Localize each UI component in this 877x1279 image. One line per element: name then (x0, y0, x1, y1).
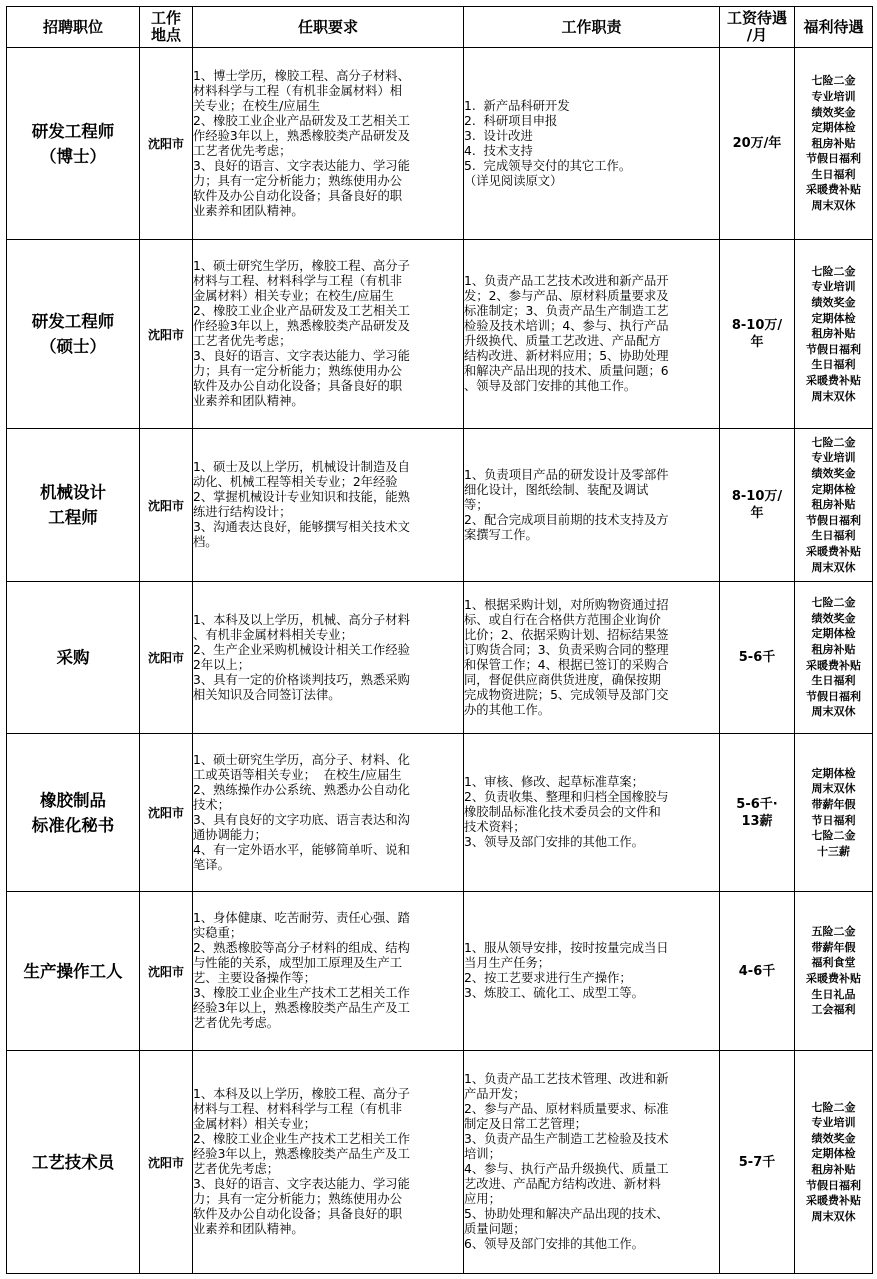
requirement-line: 软件及办公自动化设备；具备良好的职 (193, 1207, 403, 1221)
requirement-line: 软件及办公自动化设备；具备良好的职 (193, 379, 403, 393)
requirement-line: 艺、主要设备操作等； (193, 971, 316, 985)
requirement-line: 、有机非金属材料相关专业； (193, 627, 353, 642)
requirement-line: 2、橡胶工业企业产品研发及工艺相关工 (193, 304, 410, 318)
requirement-line: 实稳重； (193, 926, 243, 940)
requirement-line: 3、橡胶工业企业生产技术工艺相关工作 (193, 986, 410, 1000)
position-cell: 采购 (7, 582, 140, 734)
requirements-cell (193, 582, 464, 734)
benefit-item: 福利食堂 (811, 956, 856, 970)
requirement-line: 材料与工程、材料科学与工程（有机非 (193, 1102, 403, 1116)
duty-line: 6、领导及部门安排的其他工作。 (464, 1237, 644, 1251)
duty-line: 和解决产品出现的技术、质量问题；6 (464, 364, 669, 378)
requirement-line: 材料科学与工程（有机非金属材料）相 (193, 83, 403, 98)
duty-line: 5. 完成领导交付的其它工作。 (464, 158, 632, 173)
benefit-item: 周末双休 (811, 560, 856, 574)
benefit-item: 采暖费补贴 (806, 1194, 861, 1208)
salary-cell: 5-7千 (720, 1051, 795, 1274)
salary-cell: 5-6千· 13薪 (720, 734, 795, 892)
duty-line: 4. 技术支持 (464, 143, 533, 158)
requirement-line: 工艺者优先考虑； (193, 334, 292, 348)
benefit-item: 节日福利 (811, 813, 856, 827)
benefit-item: 绩效奖金 (811, 296, 856, 310)
requirement-line: 经验3年以上，熟悉橡胶类产品生产及工 (193, 1147, 410, 1161)
duties-cell (464, 240, 720, 429)
job-row (7, 429, 873, 582)
duties-cell (464, 734, 720, 892)
benefit-item: 周末双休 (811, 389, 856, 403)
job-row (7, 582, 873, 734)
duty-line: 制定及日常工艺管理； (464, 1117, 587, 1131)
requirement-line: 业素养和团队精神。 (193, 1222, 304, 1236)
benefit-item: 生日福利 (811, 674, 856, 688)
requirement-line: 2、橡胶工业企业生产技术工艺相关工作 (193, 1132, 410, 1146)
job-row (7, 734, 873, 892)
benefit-item: 七险二金 (811, 1100, 856, 1114)
duty-line: 结构改进、新材料应用；5、协助处理 (464, 349, 669, 363)
requirement-line: 业素养和团队精神。 (193, 394, 304, 408)
requirement-line: 艺者优先考虑； (193, 1162, 280, 1176)
duty-line: 1、负责产品工艺技术管理、改进和新 (464, 1072, 669, 1086)
benefits-cell (795, 48, 873, 240)
requirement-line: 经验3年以上，熟悉橡胶类产品生产及工 (193, 1001, 410, 1015)
duty-line: 标、或自行在合格供方范围企业询价 (464, 612, 661, 627)
duty-line: 标准制定；3、负责产品生产制造工艺 (464, 304, 669, 318)
benefit-item: 租房补贴 (811, 498, 856, 512)
requirement-line: 艺者优先考虑。 (193, 1016, 280, 1030)
duty-line: 等； (464, 497, 489, 512)
requirement-line: 2、生产企业采购机械设计相关工作经验 (193, 642, 410, 657)
salary-cell: 8-10万/ 年 (720, 240, 795, 429)
position-cell: 研发工程师 （博士） (7, 48, 140, 240)
duty-line: 4、参与、执行产品升级换代、质量工 (464, 1162, 669, 1176)
duty-line: 案撰写工作。 (464, 527, 538, 542)
duty-line: 3、领导及部门安排的其他工作。 (464, 835, 644, 849)
duties-cell (464, 582, 720, 734)
duty-line: 2、参与产品、原材料质量要求、标准 (464, 1102, 669, 1116)
benefit-item: 带薪年假 (811, 940, 856, 954)
requirement-line: 3、良好的语言、文字表达能力、学习能 (193, 158, 410, 173)
location-cell: 沈阳市 (140, 429, 193, 582)
requirement-line: 1、本科及以上学历，机械、高分子材料 (193, 612, 410, 627)
benefit-item: 节假日福利 (806, 1178, 861, 1192)
benefit-item: 七险二金 (811, 596, 856, 610)
header-benefits: 福利待遇 (795, 7, 873, 48)
requirement-line: 3、良好的语言、文字表达能力、学习能 (193, 1177, 410, 1191)
requirement-line: 档。 (193, 535, 218, 549)
job-row (7, 240, 873, 429)
requirement-line: 1、博士学历，橡胶工程、高分子材料、 (193, 68, 410, 83)
location-cell: 沈阳市 (140, 734, 193, 892)
location-cell: 沈阳市 (140, 48, 193, 240)
requirement-line: 2、熟悉橡胶等高分子材料的组成、结构 (193, 941, 410, 955)
benefit-item: 节假日福利 (806, 342, 861, 356)
benefits-cell (795, 582, 873, 734)
duty-line: 升级换代、质量工艺改进、产品配方 (464, 334, 661, 348)
benefit-item: 采暖费补贴 (806, 373, 861, 387)
requirement-line: 力；具有一定分析能力；熟练使用办公 (193, 173, 403, 188)
requirement-line: 2、掌握机械设计专业知识和技能，能熟 (193, 490, 410, 504)
position-cell: 机械设计 工程师 (7, 429, 140, 582)
duty-line: （详见阅读原文） (464, 173, 563, 188)
requirements-cell (193, 1051, 464, 1274)
requirements-cell (193, 240, 464, 429)
requirement-line: 动化、机械工程等相关专业；2年经验 (193, 475, 398, 489)
requirement-line: 3、良好的语言、文字表达能力、学习能 (193, 349, 410, 363)
header-duties: 工作职责 (464, 7, 720, 48)
duty-line: 应用； (464, 1192, 501, 1206)
duty-line: 2、负责收集、整理和归档全国橡胶与 (464, 790, 669, 804)
benefit-item: 生日礼品 (811, 987, 856, 1001)
duty-line: 当月生产任务； (464, 956, 551, 970)
requirement-line: 1、身体健康、吃苦耐劳、责任心强、踏 (193, 911, 410, 925)
header-location: 工作 地点 (140, 7, 193, 48)
benefit-item: 租房补贴 (811, 327, 856, 341)
requirement-line: 关专业；在校生/应届生 (193, 98, 321, 113)
benefits-cell (795, 429, 873, 582)
job-row (7, 1051, 873, 1274)
duty-line: 1. 新产品科研开发 (464, 98, 570, 113)
requirement-line: 作经验3年以上，熟悉橡胶类产品研发及 (193, 128, 410, 143)
benefit-item: 生日福利 (811, 167, 856, 181)
duty-line: 技术资料； (464, 820, 526, 834)
duty-line: 3、负责产品生产制造工艺检验及技术 (464, 1132, 669, 1146)
duty-line: 3. 设计改进 (464, 128, 533, 143)
benefit-item: 节假日福利 (806, 513, 861, 527)
duty-line: 同，督促供应商供货进度，确保按期 (464, 672, 661, 687)
benefits-cell (795, 240, 873, 429)
requirements-cell (193, 48, 464, 240)
benefit-item: 专业培训 (811, 1116, 856, 1130)
benefit-item: 采暖费补贴 (806, 972, 861, 985)
position-cell: 橡胶制品 标准化秘书 (7, 734, 140, 892)
benefit-item: 租房补贴 (811, 136, 856, 150)
benefit-item: 五险二金 (811, 925, 856, 939)
benefit-item: 绩效奖金 (811, 1131, 856, 1145)
benefit-item: 绩效奖金 (811, 611, 856, 625)
location-cell: 沈阳市 (140, 582, 193, 734)
benefit-item: 采暖费补贴 (806, 183, 861, 197)
requirement-line: 作经验3年以上，熟悉橡胶类产品研发及 (193, 319, 410, 333)
benefit-item: 七险二金 (811, 829, 856, 843)
benefit-item: 专业培训 (811, 280, 856, 294)
requirement-line: 2、熟练操作办公系统、熟悉办公自动化 (193, 782, 410, 797)
duty-line: 2、配合完成项目前期的技术支持及方 (464, 512, 669, 527)
header-position: 招聘职位 (7, 7, 140, 48)
benefit-item: 节假日福利 (806, 689, 861, 703)
duty-line: 2、按工艺要求进行生产操作； (464, 971, 632, 985)
salary-cell: 8-10万/ 年 (720, 429, 795, 582)
duty-line: 、领导及部门安排的其他工作。 (464, 379, 637, 393)
header-salary: 工资待遇 /月 (720, 7, 795, 48)
requirement-line: 业素养和团队精神。 (193, 203, 304, 218)
job-row (7, 892, 873, 1051)
duty-line: 1、服从领导安排，按时按量完成当日 (464, 941, 669, 955)
duty-line: 办的其他工作。 (464, 702, 551, 717)
duties-cell (464, 48, 720, 240)
requirement-line: 1、硕士及以上学历，机械设计制造及自 (193, 460, 410, 474)
duty-line: 细化设计，图纸绘制、装配及调试 (464, 482, 649, 497)
position-cell: 生产操作工人 (7, 892, 140, 1051)
benefit-item: 采暖费补贴 (806, 658, 861, 672)
benefit-item: 生日福利 (811, 358, 856, 372)
benefit-item: 定期体检 (811, 311, 856, 325)
requirement-line: 4、有一定外语水平，能够简单听、说和 (193, 842, 410, 857)
requirement-line: 练进行结构设计； (193, 505, 292, 519)
location-cell: 沈阳市 (140, 1051, 193, 1274)
duties-cell (464, 429, 720, 582)
requirement-line: 2、橡胶工业企业产品研发及工艺相关工 (193, 113, 410, 128)
requirement-line: 技术； (193, 797, 230, 812)
requirements-cell (193, 734, 464, 892)
duty-line: 1、负责项目产品的研发设计及零部件 (464, 467, 669, 482)
duty-line: 1、审核、修改、起草标准草案； (464, 775, 644, 789)
duty-line: 1、负责产品工艺技术改进和新产品开 (464, 274, 669, 288)
benefit-item: 周末双休 (811, 782, 856, 796)
salary-cell: 5-6千 (720, 582, 795, 734)
duty-line: 3、炼胶工、硫化工、成型工等。 (464, 986, 644, 1000)
benefits-cell (795, 892, 873, 1051)
requirements-cell (193, 892, 464, 1051)
requirement-line: 1、硕士研究生学历，橡胶工程、高分子 (193, 259, 410, 273)
duty-line: 1、根据采购计划，对所购物资通过招 (464, 597, 669, 612)
benefit-item: 专业培训 (811, 89, 856, 103)
requirement-line: 1、本科及以上学历，橡胶工程、高分子 (193, 1087, 410, 1101)
benefit-item: 定期体检 (811, 482, 856, 496)
benefit-item: 周末双休 (811, 705, 856, 719)
duty-line: 检验及技术培训；4、参与、执行产品 (464, 319, 669, 333)
benefit-item: 周末双休 (811, 1209, 856, 1223)
duties-cell (464, 892, 720, 1051)
duty-line: 培训； (464, 1147, 501, 1161)
requirement-line: 2年以上； (193, 657, 251, 672)
duty-line: 橡胶制品标准化技术委员会的文件和 (464, 805, 661, 819)
requirement-line: 1、硕士研究生学历，高分子、材料、化 (193, 752, 410, 767)
requirement-line: 通协调能力； (193, 827, 267, 842)
benefit-item: 周末双休 (811, 199, 856, 213)
requirement-line: 相关知识及合同签订法律。 (193, 687, 341, 702)
benefit-item: 定期体检 (811, 121, 856, 135)
benefit-item: 绩效奖金 (811, 105, 856, 119)
benefit-item: 节假日福利 (806, 152, 861, 166)
requirement-line: 3、沟通表达良好，能够撰写相关技术文 (193, 520, 410, 534)
duties-cell (464, 1051, 720, 1274)
location-cell: 沈阳市 (140, 240, 193, 429)
benefit-item: 定期体检 (811, 1147, 856, 1161)
benefits-cell (795, 1051, 873, 1274)
location-cell: 沈阳市 (140, 892, 193, 1051)
requirements-cell (193, 429, 464, 582)
requirement-line: 工艺者优先考虑； (193, 143, 292, 158)
requirement-line: 力；具有一定分析能力；熟练使用办公 (193, 364, 403, 378)
header-requirements: 任职要求 (193, 7, 464, 48)
duty-line: 质量问题； (464, 1222, 526, 1236)
benefit-item: 七险二金 (811, 74, 856, 88)
duty-line: 产品开发； (464, 1087, 526, 1101)
duty-line: 2. 科研项目申报 (464, 113, 558, 128)
benefit-item: 工会福利 (811, 1003, 856, 1017)
requirement-line: 笔译。 (193, 857, 230, 872)
duty-line: 完成物资进院；5、完成领导及部门交 (464, 687, 669, 702)
benefit-item: 生日福利 (811, 529, 856, 543)
requirement-line: 力；具有一定分析能力；熟练使用办公 (193, 1192, 403, 1206)
duty-line: 艺改进、产品配方结构改进、新材料 (464, 1177, 661, 1191)
benefit-item: 租房补贴 (811, 1163, 856, 1176)
benefit-item: 十三薪 (817, 844, 850, 858)
salary-cell: 4-6千 (720, 892, 795, 1051)
duty-line: 5、协助处理和解决产品出现的技术、 (464, 1207, 669, 1221)
benefits-cell (795, 734, 873, 892)
requirement-line: 3、具有一定的价格谈判技巧，熟悉采购 (193, 672, 410, 687)
requirement-line: 工或英语等相关专业； 在校生/应届生 (193, 767, 402, 782)
duty-line: 订购货合同；3、负责采购合同的整理 (464, 642, 669, 657)
requirement-line: 金属材料）相关专业； (193, 1117, 316, 1131)
recruitment-table (6, 6, 873, 1274)
benefit-item: 定期体检 (811, 766, 856, 780)
benefit-item: 专业培训 (811, 451, 856, 465)
benefit-item: 租房补贴 (811, 642, 856, 656)
benefit-item: 七险二金 (811, 435, 856, 449)
requirement-line: 材料与工程、材料科学与工程（有机非 (193, 274, 403, 288)
position-cell: 研发工程师 （硕士） (7, 240, 140, 429)
requirement-line: 金属材料）相关专业；在校生/应届生 (193, 289, 394, 303)
duty-line: 发；2、参与产品、原材料质量要求及 (464, 289, 669, 303)
requirement-line: 3、具有良好的文字功底、语言表达和沟 (193, 812, 410, 827)
benefit-item: 带薪年假 (811, 797, 856, 811)
duty-line: 和保管工作；4、根据已签订的采购合 (464, 657, 669, 672)
salary-cell: 20万/年 (720, 48, 795, 240)
requirement-line: 与性能的关系，成型加工原理及生产工 (193, 956, 403, 970)
job-row (7, 48, 873, 240)
benefit-item: 定期体检 (811, 627, 856, 641)
duty-line: 比价；2、依据采购计划、招标结果签 (464, 627, 669, 642)
position-cell: 工艺技术员 (7, 1051, 140, 1274)
benefit-item: 采暖费补贴 (806, 544, 861, 558)
benefit-item: 七险二金 (811, 264, 856, 278)
requirement-line: 软件及办公自动化设备；具备良好的职 (193, 188, 403, 203)
benefit-item: 绩效奖金 (811, 467, 856, 481)
header-row (7, 7, 873, 48)
